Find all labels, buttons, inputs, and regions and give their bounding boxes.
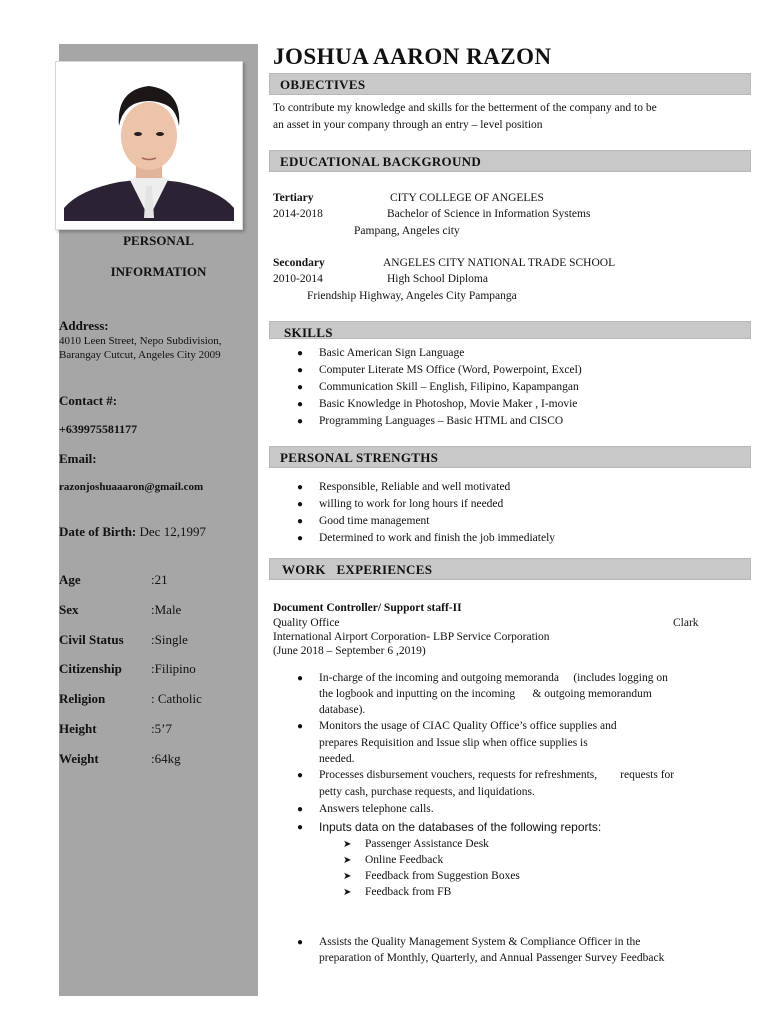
duty3-line2: petty cash, purchase requests, and liquidations. — [319, 786, 535, 798]
job-office-right: Clark — [673, 617, 699, 629]
duty6-line1: Assists the Quality Management System & Compliance Officer in the — [319, 936, 641, 948]
bullet-icon: ● — [297, 348, 304, 359]
civil-status-value: :Single — [151, 632, 188, 647]
duty5: Inputs data on the databases of the following reports: — [319, 820, 602, 834]
arrow-bullet-icon: ➤ — [343, 839, 352, 850]
tertiary-degree: Bachelor of Science in Information Systems — [387, 208, 591, 220]
bullet-icon: ● — [297, 533, 304, 544]
bullet-icon: ● — [297, 770, 304, 781]
duty3-line1: Processes disbursement vouchers, requests for refreshments, requests for — [319, 769, 675, 781]
bullet-icon: ● — [297, 499, 304, 510]
religion-value: : Catholic — [151, 691, 202, 706]
report-item: Feedback from Suggestion Boxes — [365, 870, 520, 882]
bullet-icon: ● — [297, 482, 304, 493]
strengths-header — [269, 446, 751, 468]
bullet-icon: ● — [297, 937, 304, 948]
bullet-icon: ● — [297, 822, 304, 833]
applicant-name: JOSHUA AARON RAZON — [273, 44, 552, 69]
objectives-line2: an asset in your company through an entry – level position — [273, 119, 543, 131]
duty6-line2: preparation of Monthly, Quarterly, and Annual Passenger Survey Feedback — [319, 952, 665, 964]
education-header — [269, 150, 751, 172]
duty4: Answers telephone calls. — [319, 803, 434, 815]
objectives-line1: To contribute my knowledge and skills for the betterment of the company and to be — [273, 102, 657, 114]
skill-item: Programming Languages – Basic HTML and CISCO — [319, 415, 564, 427]
bullet-icon: ● — [297, 365, 304, 376]
skill-item: Communication Skill – English, Filipino, Kapampangan — [319, 381, 579, 393]
bullet-icon: ● — [297, 804, 304, 815]
date-of-birth — [59, 524, 206, 540]
tertiary-label: Tertiary — [273, 192, 314, 204]
tertiary-school: CITY COLLEGE OF ANGELES — [390, 192, 544, 204]
address-line1: 4010 Leen Street, Nepo Subdivision, — [59, 335, 222, 347]
job-period: (June 2018 – September 6 ,2019) — [273, 645, 426, 657]
personal-info-title-line1: PERSONAL — [123, 233, 194, 248]
duty2-line2: prepares Requisition and Issue slip when office supplies is — [319, 737, 588, 749]
dob-label: Date of Birth: — [59, 524, 137, 539]
address-label: Address: — [59, 318, 109, 333]
bullet-icon: ● — [297, 721, 304, 732]
job-company: International Airport Corporation- LBP Service Corporation — [273, 631, 550, 643]
objectives-header — [269, 73, 751, 95]
bullet-icon: ● — [297, 382, 304, 393]
profile-photo-image — [64, 68, 234, 221]
job-office: Quality Office — [273, 617, 340, 629]
secondary-label: Secondary — [273, 257, 325, 269]
email-label: Email: — [59, 451, 97, 466]
religion-label: Religion — [59, 691, 106, 706]
strength-item: Determined to work and finish the job immediately — [319, 532, 556, 544]
strengths-heading: PERSONAL STRENGTHS — [280, 450, 439, 465]
citizenship-value: :Filipino — [151, 661, 196, 676]
skills-header — [269, 321, 751, 339]
skill-item: Basic Knowledge in Photoshop, Movie Maker , I-movie — [319, 398, 578, 410]
secondary-location: Friendship Highway, Angeles City Pampanga — [307, 290, 517, 302]
weight-label: Weight — [59, 751, 99, 766]
report-item: Feedback from FB — [365, 886, 452, 898]
duty2-line3: needed. — [319, 753, 355, 765]
contact-value: +639975581177 — [59, 422, 138, 436]
bullet-icon: ● — [297, 516, 304, 527]
bullet-icon: ● — [297, 673, 304, 684]
citizenship-label: Citizenship — [59, 661, 122, 676]
tertiary-location: Pampang, Angeles city — [354, 225, 460, 237]
objectives-heading: OBJECTIVES — [280, 77, 366, 92]
arrow-bullet-icon: ➤ — [343, 887, 352, 898]
skill-item: Computer Literate MS Office (Word, Powerpoint, Excel) — [319, 364, 582, 376]
arrow-bullet-icon: ➤ — [343, 855, 352, 866]
work-heading: WORK EXPERIENCES — [282, 562, 433, 577]
sex-value: :Male — [151, 602, 182, 617]
duty1-line3: database). — [319, 704, 366, 716]
civil-status-label: Civil Status — [59, 632, 124, 647]
bullet-icon: ● — [297, 399, 304, 410]
skills-heading: SKILLS — [284, 325, 333, 339]
sex-label: Sex — [59, 602, 79, 617]
height-label: Height — [59, 721, 97, 736]
secondary-school: ANGELES CITY NATIONAL TRADE SCHOOL — [383, 257, 616, 269]
work-header — [269, 558, 751, 580]
strength-item: willing to work for long hours if needed — [319, 498, 504, 510]
strength-item: Responsible, Reliable and well motivated — [319, 481, 511, 493]
address-line2: Barangay Cutcut, Angeles City 2009 — [59, 349, 221, 361]
duty2-line1: Monitors the usage of CIAC Quality Office’s office supplies and — [319, 720, 617, 732]
bullet-icon: ● — [297, 416, 304, 427]
tertiary-years: 2014-2018 — [273, 208, 323, 220]
age-label: Age — [59, 572, 81, 587]
contact-label: Contact #: — [59, 393, 118, 408]
secondary-years: 2010-2014 — [273, 273, 323, 285]
weight-value: :64kg — [151, 751, 181, 766]
report-item: Online Feedback — [365, 854, 444, 866]
job-position: Document Controller/ Support staff-II — [273, 602, 462, 614]
age-value: :21 — [151, 572, 168, 587]
dob-value: Dec 12,1997 — [139, 524, 206, 539]
email-value: razonjoshuaaaron@gmail.com — [59, 481, 204, 493]
arrow-bullet-icon: ➤ — [343, 871, 352, 882]
report-item: Passenger Assistance Desk — [365, 838, 489, 850]
skill-item: Basic American Sign Language — [319, 347, 465, 359]
profile-photo — [55, 61, 243, 230]
personal-info-title-line2: INFORMATION — [110, 264, 207, 279]
duty1-line2: the logbook and inputting on the incoming & outgoing memorandum — [319, 688, 652, 700]
strength-item: Good time management — [319, 515, 430, 527]
education-heading: EDUCATIONAL BACKGROUND — [280, 154, 482, 169]
height-value: :5’7 — [151, 721, 172, 736]
secondary-degree: High School Diploma — [387, 273, 488, 285]
duty1-line1: In-charge of the incoming and outgoing memoranda (includes logging on — [319, 672, 668, 684]
